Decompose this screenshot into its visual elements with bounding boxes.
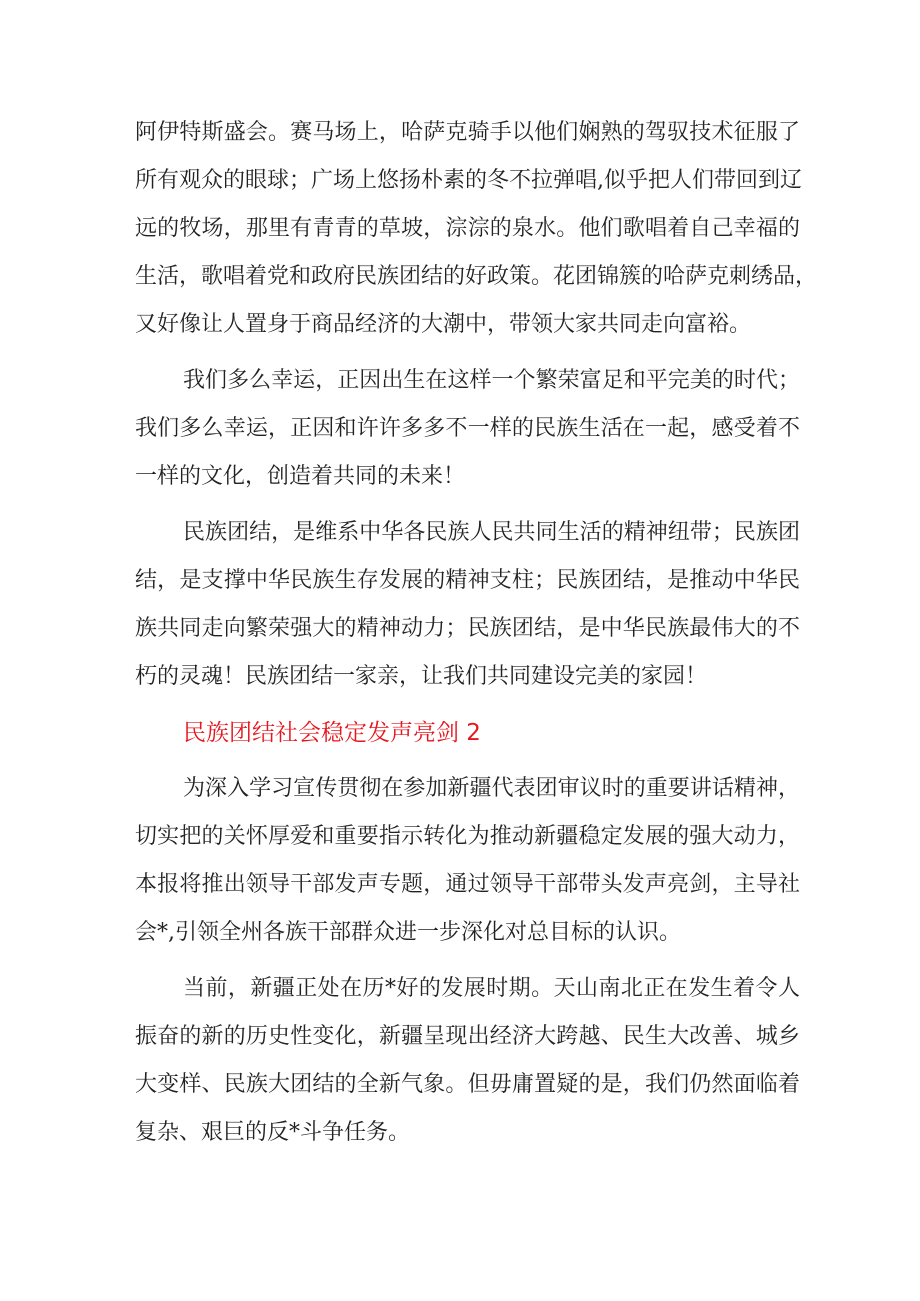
text-line: 阿伊特斯盛会。赛马场上，哈萨克骑手以他们娴熟的驾驭技术征服了	[135, 120, 800, 145]
text-line: 为深入学习宣传贯彻在参加新疆代表团审议时的重要讲话精神，	[183, 776, 800, 801]
document-page	[135, 109, 818, 1165]
text-line: 结，是支撑中华民族生存发展的精神支柱；民族团结，是推动中华民	[135, 568, 800, 593]
text-line: 所有观众的眼球；广场上悠扬朴素的冬不拉弹唱,似乎把人们带回到辽	[135, 168, 802, 193]
text-line: 复杂、艰巨的反*斗争任务。	[135, 1120, 411, 1145]
text-line: 本报将推出领导干部发声专题，通过领导干部带头发声亮剑，主导社	[135, 872, 800, 897]
text-line: 远的牧场，那里有青青的草坡，淙淙的泉水。他们歌唱着自己幸福的	[135, 216, 800, 241]
text-line: 我们多么幸运，正因和许许多多不一样的民族生活在一起，感受着不	[135, 416, 800, 441]
text-line: 朽的灵魂！民族团结一家亲，让我们共同建设完美的家园！	[135, 664, 708, 689]
paragraph	[135, 109, 818, 349]
text-line: 大变样、民族大团结的全新气象。但毋庸置疑的是，我们仍然面临着	[135, 1072, 800, 1097]
text-line: 生活，歌唱着党和政府民族团结的好政策。花团锦簇的哈萨克刺绣品，	[135, 264, 818, 289]
text-line: 一样的文化，创造着共同的未来！	[135, 464, 466, 489]
text-line: 民族团结，是维系中华各民族人民共同生活的精神纽带；民族团	[183, 520, 800, 545]
text-line: 振奋的新的历史性变化，新疆呈现出经济大跨越、民生大改善、城乡	[135, 1024, 800, 1049]
text-line: 族共同走向繁荣强大的精神动力；民族团结，是中华民族最伟大的不	[135, 616, 800, 641]
text-line: 切实把的关怀厚爱和重要指示转化为推动新疆稳定发展的强大动力，	[135, 824, 800, 849]
paragraph	[135, 765, 800, 957]
text-line: 当前，新疆正处在历*好的发展时期。天山南北正在发生着令人	[183, 976, 800, 1001]
text-line: 又好像让人置身于商品经济的大潮中，带领大家共同走向富裕。	[135, 312, 752, 337]
section-heading: 民族团结社会稳定发声亮剑 2	[183, 720, 481, 746]
paragraph	[135, 357, 800, 501]
paragraph	[135, 965, 800, 1157]
paragraph	[135, 509, 800, 701]
text-line: 我们多么幸运，正因出生在这样一个繁荣富足和平完美的时代；	[183, 368, 800, 393]
text-line: 会*,引领全州各族干部群众进一步深化对总目标的认识。	[135, 920, 681, 945]
